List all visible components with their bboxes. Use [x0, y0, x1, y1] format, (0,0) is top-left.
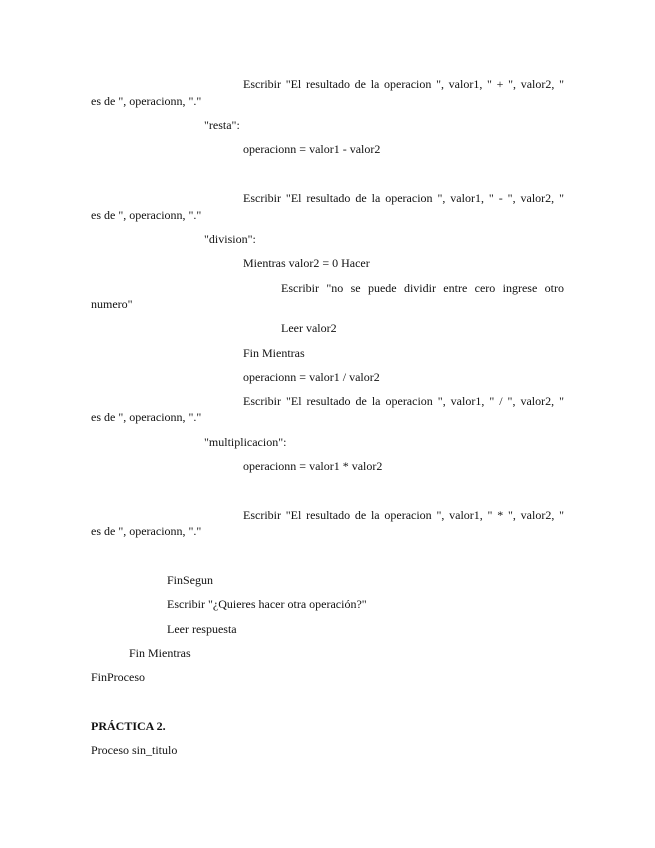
code-line: Escribir "no se puede dividir entre cero ingrese otro	[281, 281, 564, 295]
code-line: Escribir "El resultado de la operacion ", valor1, " + ", valor2, "	[243, 77, 564, 91]
code-line: Escribir "El resultado de la operacion ", valor1, " - ", valor2, "	[243, 191, 564, 205]
code-line: es de ", operacionn, "."	[91, 208, 202, 222]
case-label-resta: "resta":	[204, 118, 240, 132]
code-line: es de ", operacionn, "."	[91, 410, 202, 424]
case-label-division: "division":	[204, 232, 256, 246]
code-line: Leer valor2	[281, 321, 337, 335]
code-line: Escribir "El resultado de la operacion ", valor1, " / ", valor2, "	[243, 394, 564, 408]
code-line: Fin Mientras	[129, 646, 191, 660]
code-line: es de ", operacionn, "."	[91, 524, 202, 538]
code-line: Leer respuesta	[167, 622, 237, 636]
code-line: Mientras valor2 = 0 Hacer	[243, 256, 370, 270]
code-line: Fin Mientras	[243, 346, 305, 360]
code-line: es de ", operacionn, "."	[91, 94, 202, 108]
case-label-multiplicacion: "multiplicacion":	[204, 435, 287, 449]
code-line: Escribir "¿Quieres hacer otra operación?"	[167, 597, 367, 611]
code-line: Proceso sin_titulo	[91, 743, 178, 757]
code-line: numero"	[91, 297, 133, 311]
code-line: FinProceso	[91, 670, 145, 684]
section-heading: PRÁCTICA 2.	[91, 719, 166, 733]
code-line: operacionn = valor1 / valor2	[243, 370, 380, 384]
code-line: FinSegun	[167, 573, 214, 587]
code-line: operacionn = valor1 - valor2	[243, 142, 381, 156]
code-line: Escribir "El resultado de la operacion ", valor1, " * ", valor2, "	[243, 508, 564, 522]
code-line: operacionn = valor1 * valor2	[243, 459, 383, 473]
